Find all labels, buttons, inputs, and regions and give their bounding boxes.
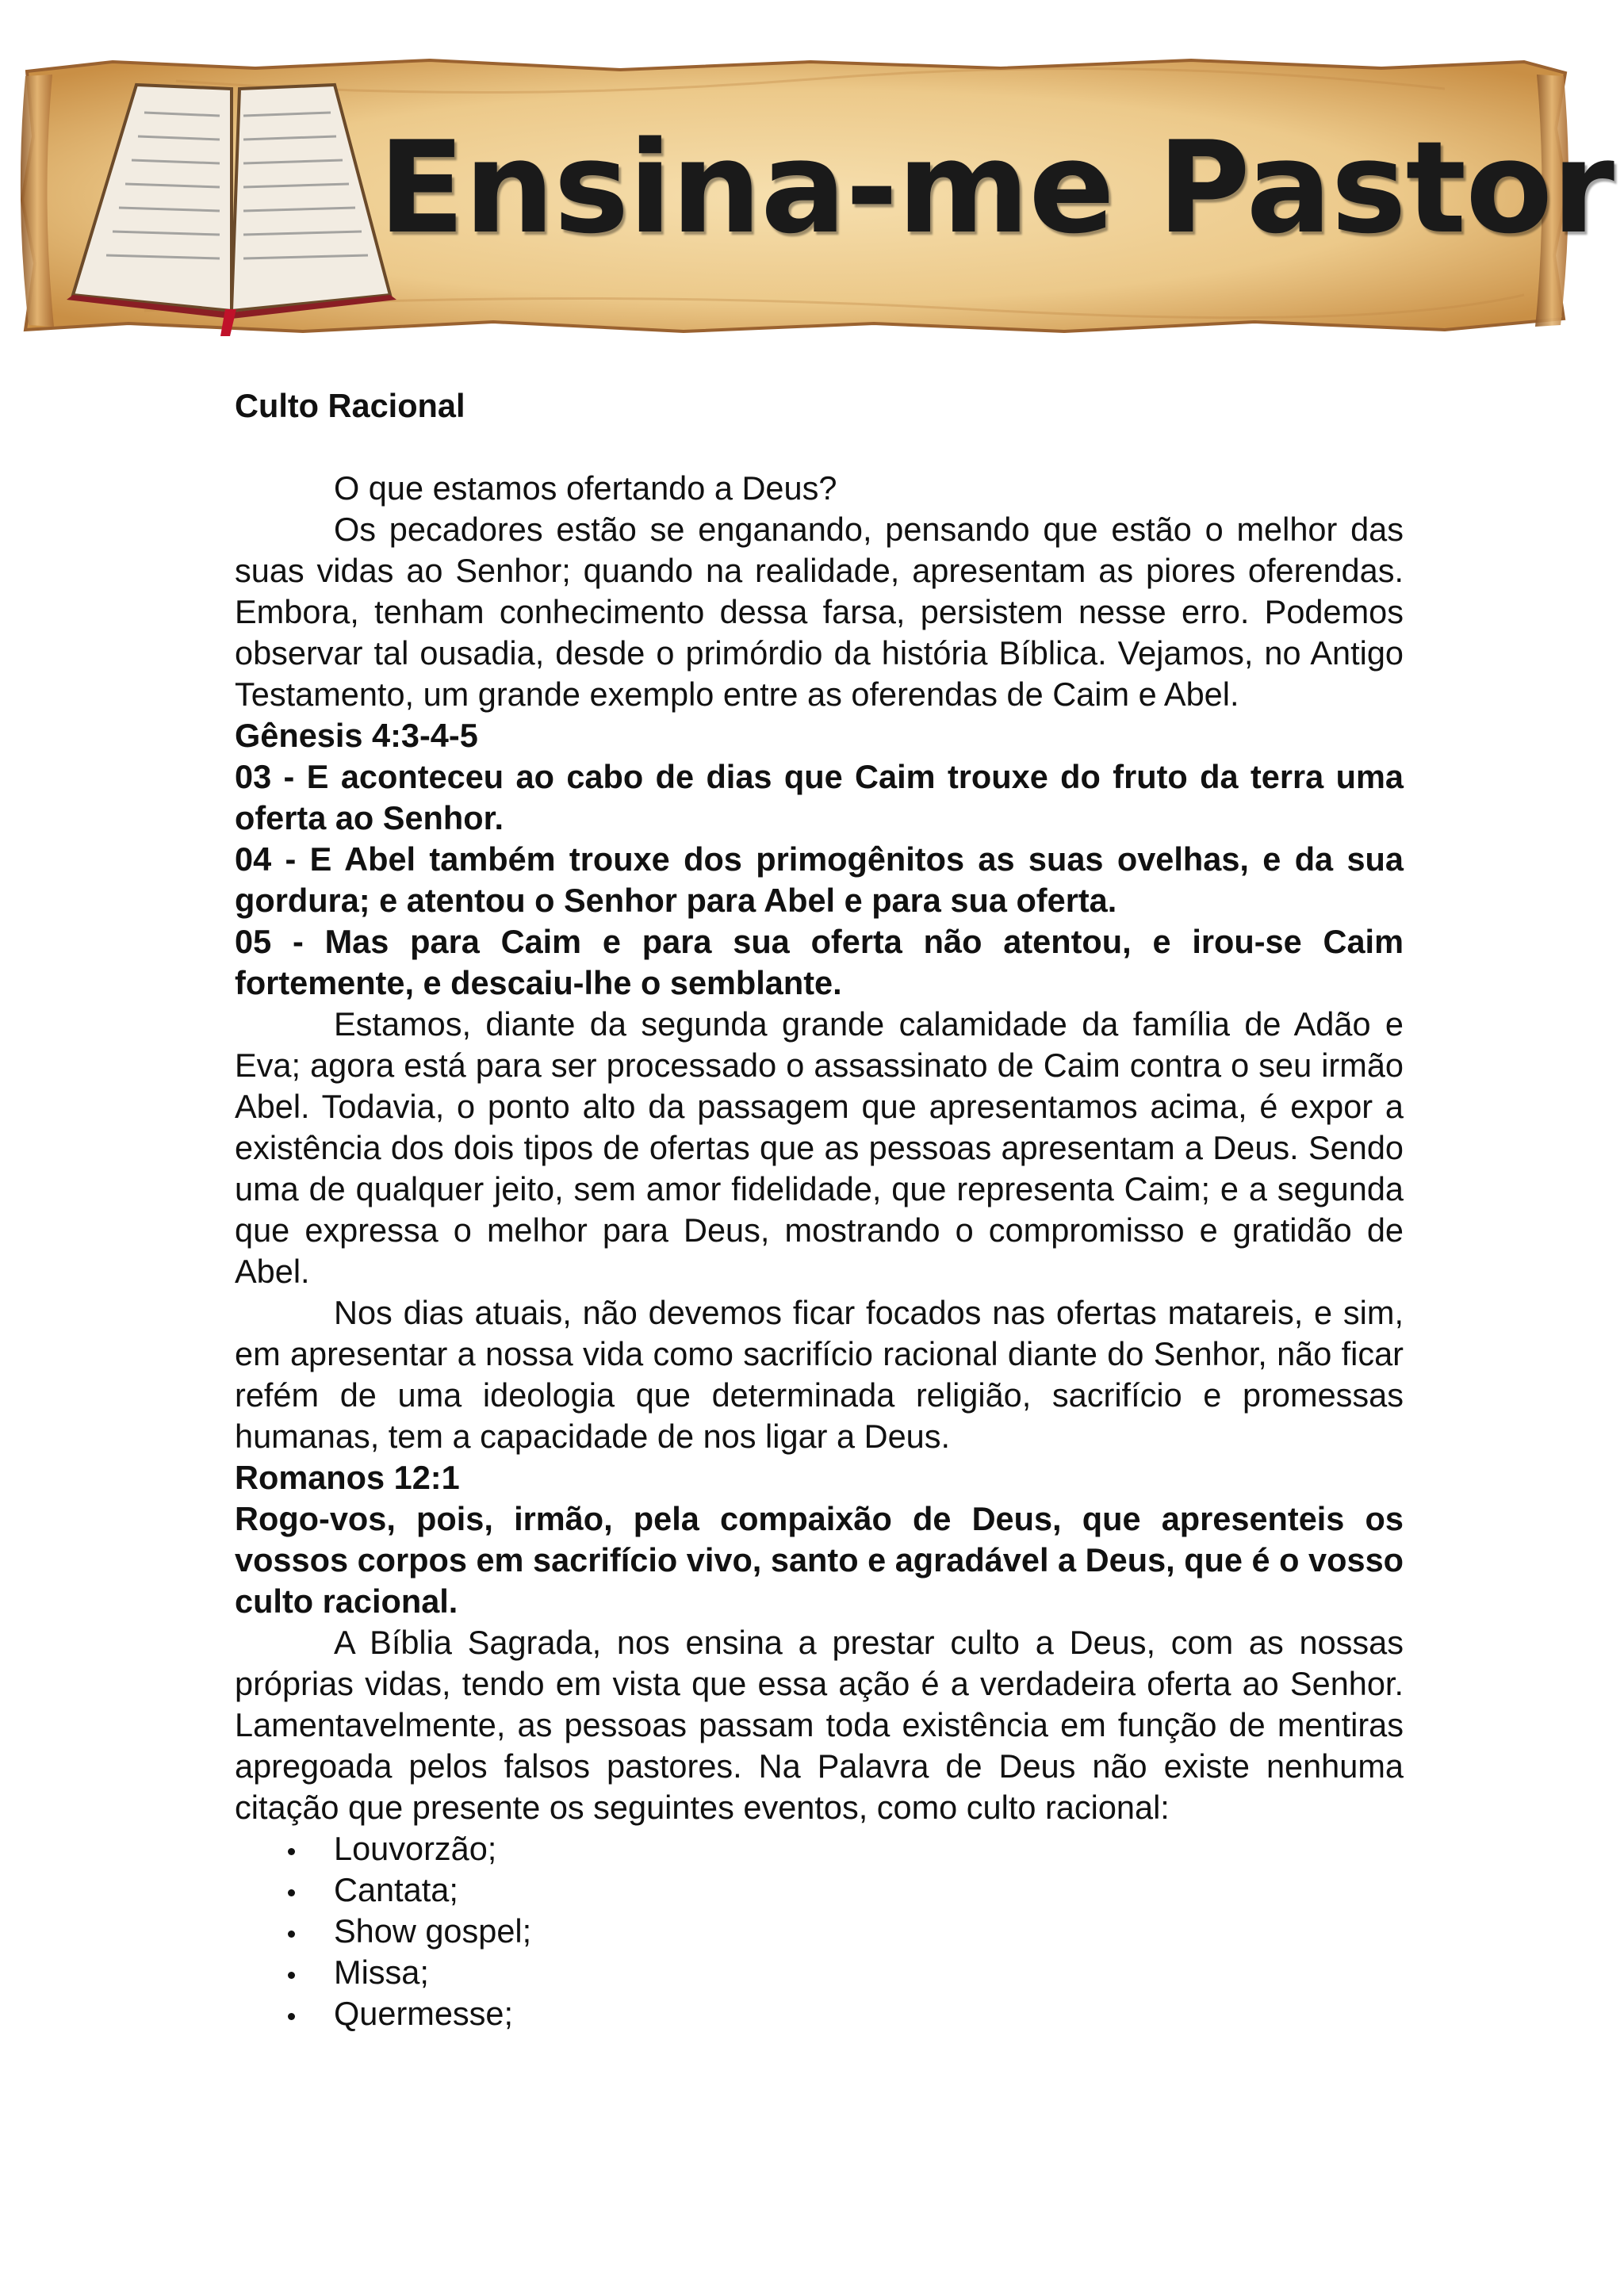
list-item: Cantata; — [334, 1869, 1404, 1911]
header-banner — [17, 57, 1614, 336]
verse-03: 03 - E aconteceu ao cabo de dias que Caim trouxe do fruto da terra uma oferta ao Senhor. — [235, 758, 1404, 836]
commentary-paragraph-2: Nos dias atuais, não devemos ficar focados nas ofertas matareis, e sim, em apresentar a nossa vida como sacrifício racional diante do Senhor, não ficar refém de uma ideologia que determinada religião, sacrifício e promessas humanas, tem a capacidade de nos ligar a Deus. — [235, 1294, 1404, 1455]
list-item: Missa; — [334, 1952, 1404, 1993]
verse-romans-12-1: Rogo-vos, pois, irmão, pela compaixão de Deus, que apresenteis os vossos corpos em sacrifício vivo, santo e agradável a Deus, que é o vosso culto racional. — [235, 1500, 1404, 1620]
verse-04: 04 - E Abel também trouxe dos primogênitos as suas ovelhas, e da sua gordura; e atentou o Senhor para Abel e para sua oferta. — [235, 840, 1404, 919]
banner-title: Ensina-me Pastor — [378, 113, 1614, 262]
commentary-paragraph-1: Estamos, diante da segunda grande calamidade da família de Adão e Eva; agora está para ser processado o assassinato de Caim contra o seu irmão Abel. Todavia, o ponto alto da passagem que apresentamos acima, é expor a existência dos dois tipos de ofertas que as pessoas apresentam a Deus. Sendo uma de qualquer jeito, sem amor fidelidade, que representa Caim; e a segunda que expressa o melhor para Deus, mostrando o compromisso e gratidão de Abel. — [235, 1005, 1404, 1290]
verse-05: 05 - Mas para Caim e para sua oferta não atentou, e irou-se Caim fortemente, e descaiu-lhe o semblante. — [235, 923, 1404, 1001]
list-item: Show gospel; — [334, 1911, 1404, 1952]
events-list — [235, 1828, 1404, 2034]
question-paragraph: O que estamos ofertando a Deus? — [334, 469, 837, 507]
spacer — [235, 427, 1404, 468]
document-body — [235, 385, 1404, 2034]
intro-paragraph: Os pecadores estão se enganando, pensando que estão o melhor das suas vidas ao Senhor; quando na realidade, apresentam as piores oferendas. Embora, tenham conhecimento dessa farsa, persistem nesse erro. Podemos observar tal ousadia, desde o primórdio da história Bíblica. Vejamos, no Antigo Testamento, um grande exemplo entre as oferendas de Caim e Abel. — [235, 511, 1404, 713]
scripture-reference-genesis: Gênesis 4:3-4-5 — [235, 717, 478, 754]
scripture-reference-romans: Romanos 12:1 — [235, 1459, 460, 1496]
commentary-paragraph-3: A Bíblia Sagrada, nos ensina a prestar culto a Deus, com as nossas próprias vidas, tendo em vista que essa ação é a verdadeira oferta ao Senhor. Lamentavelmente, as pessoas passam toda existência em função de mentiras apregoada pelos falsos pastores. Na Palavra de Deus não existe nenhuma citação que presente os seguintes eventos, como culto racional: — [235, 1624, 1404, 1826]
document-title: Culto Racional — [235, 387, 465, 424]
list-item: Louvorzão; — [334, 1828, 1404, 1869]
list-item: Quermesse; — [334, 1993, 1404, 2034]
